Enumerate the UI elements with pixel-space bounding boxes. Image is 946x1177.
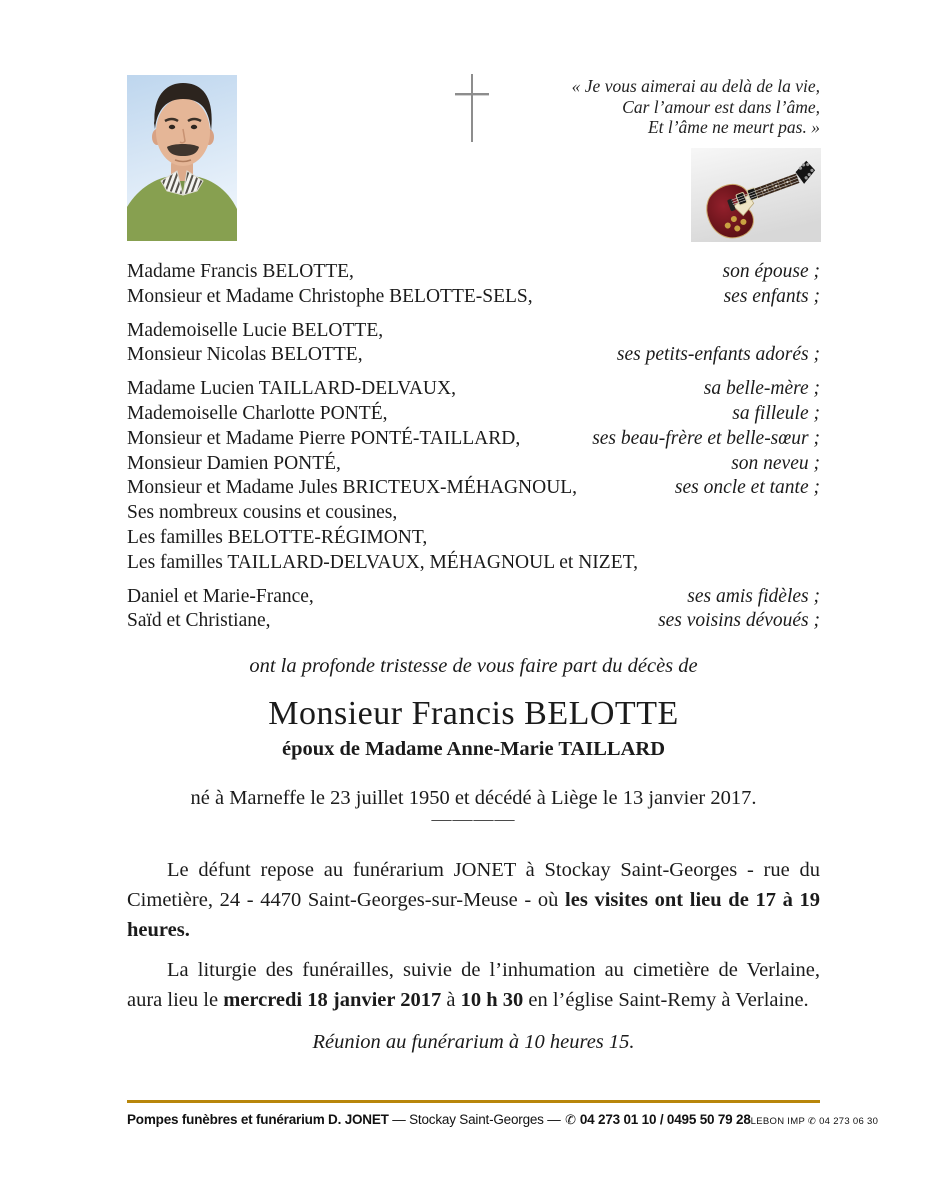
visitation-paragraph — [127, 855, 820, 945]
printer-phone-icon: ✆ — [807, 1116, 817, 1127]
visitation-hours-bold: les visites ont lieu de 17 à 19 heures. — [127, 889, 820, 942]
funeral-text: La liturgie des funérailles, suivie de l’inhumation au cimetière de Verlaine, aura lieu le — [127, 959, 820, 1012]
memorial-quote — [572, 76, 820, 138]
family-group — [127, 260, 820, 310]
relative-name: Madame Francis BELOTTE, — [127, 261, 354, 282]
relationship-label: ses enfants ; — [723, 285, 820, 307]
family-group — [127, 319, 820, 369]
family-row — [127, 343, 820, 368]
quote-line: « Je vous aimerai au delà de la vie, — [571, 76, 820, 96]
funeral-date-bold: mercredi 18 janvier 2017 — [223, 989, 442, 1012]
family-row — [127, 501, 820, 526]
family-group — [127, 377, 820, 575]
family-row — [127, 476, 820, 501]
relative-name: Monsieur et Madame Pierre PONTÉ-TAILLARD, — [127, 427, 521, 449]
relative-name: Saïd et Christiane, — [127, 610, 271, 632]
funeral-home-name: Pompes funèbres et funérarium D. JONET — [127, 1112, 389, 1127]
relative-name: Monsieur et Madame Christophe BELOTTE-SELS, — [127, 285, 533, 307]
family-row — [127, 260, 820, 285]
relative-name: Les familles TAILLARD-DELVAUX, MÉHAGNOUL et NIZET, — [127, 551, 638, 573]
relative-name: Daniel et Marie-France, — [127, 585, 314, 607]
relationship-label: ses beau-frère et belle-sœur ; — [592, 427, 820, 449]
announcement-intro: ont la profonde tristesse de vous faire part du décès de — [249, 655, 698, 678]
printer-phone: 04 273 06 30 — [819, 1116, 879, 1127]
relative-name: Monsieur Damien PONTÉ, — [127, 452, 341, 474]
relationship-label: ses voisins dévoués ; — [658, 610, 820, 632]
relationship-label: ses oncle et tante ; — [674, 477, 820, 499]
relationship-label: ses amis fidèles ; — [687, 585, 820, 607]
footer-rule — [127, 1100, 820, 1103]
reunion-line: Réunion au funérarium à 10 heures 15. — [312, 1031, 635, 1054]
visitation-text: Le défunt repose au funérarium JONET à Stockay Saint-Georges - rue du Cimetière, 24 - 4470 Saint-Georges-sur-Meuse - où — [127, 859, 820, 912]
cross-icon — [455, 74, 489, 142]
family-row — [127, 319, 820, 344]
family-row — [127, 427, 820, 452]
family-row — [127, 452, 820, 477]
phone-icon: ✆ — [565, 1112, 576, 1127]
family-row — [127, 609, 820, 634]
relative-name: Monsieur et Madame Jules BRICTEUX-MÉHAGNOUL, — [127, 477, 578, 499]
family-row — [127, 402, 820, 427]
relative-name: Mademoiselle Charlotte PONTÉ, — [127, 402, 388, 424]
relationship-label: sa belle-mère ; — [703, 378, 820, 400]
funeral-text: en l’église Saint-Remy à Verlaine. — [523, 989, 809, 1012]
footer — [127, 1100, 879, 1128]
deceased-name: Monsieur Francis BELOTTE — [268, 695, 679, 733]
family-row — [127, 285, 820, 310]
birth-death-line: né à Marneffe le 23 juillet 1950 et décédé à Liège le 13 janvier 2017. — [190, 787, 757, 810]
footer-contact — [127, 1112, 751, 1128]
printer-credit — [751, 1116, 879, 1127]
quote-line: Et l’âme ne meurt pas. » — [647, 117, 820, 137]
relationship-label: ses petits-enfants adorés ; — [616, 344, 820, 366]
family-row — [127, 551, 820, 576]
printer-name: LEBON IMP — [750, 1116, 805, 1127]
notice-content — [127, 260, 820, 1055]
funeral-time-bold: 10 h 30 — [460, 989, 524, 1012]
footer-row — [127, 1112, 879, 1128]
footer-phones: 04 273 01 10 / 0495 50 79 28 — [579, 1112, 751, 1127]
spouse-line: époux de Madame Anne-Marie TAILLARD — [281, 738, 666, 761]
footer-location: — Stockay Saint-Georges — — [388, 1112, 565, 1127]
relative-name: Ses nombreux cousins et cousines, — [127, 502, 398, 524]
family-row — [127, 377, 820, 402]
separator-dashes: ———— — [431, 808, 516, 831]
relative-name: Monsieur Nicolas BELOTTE, — [127, 344, 363, 366]
portrait-photo — [127, 75, 237, 241]
family-row — [127, 585, 820, 610]
relative-name: Madame Lucien TAILLARD-DELVAUX, — [127, 378, 456, 400]
relative-name: Les familles BELOTTE-RÉGIMONT, — [127, 526, 428, 548]
guitar-image — [691, 148, 821, 242]
family-row — [127, 526, 820, 551]
quote-line: Car l’amour est dans l’âme, — [622, 96, 820, 117]
relationship-label: sa filleule ; — [732, 402, 820, 424]
funeral-text: à — [441, 989, 461, 1012]
relationship-label: son épouse ; — [722, 261, 820, 282]
funeral-paragraph — [127, 955, 820, 1015]
family-group — [127, 585, 820, 635]
relationship-label: son neveu ; — [731, 452, 820, 474]
relative-name: Mademoiselle Lucie BELOTTE, — [127, 319, 384, 341]
